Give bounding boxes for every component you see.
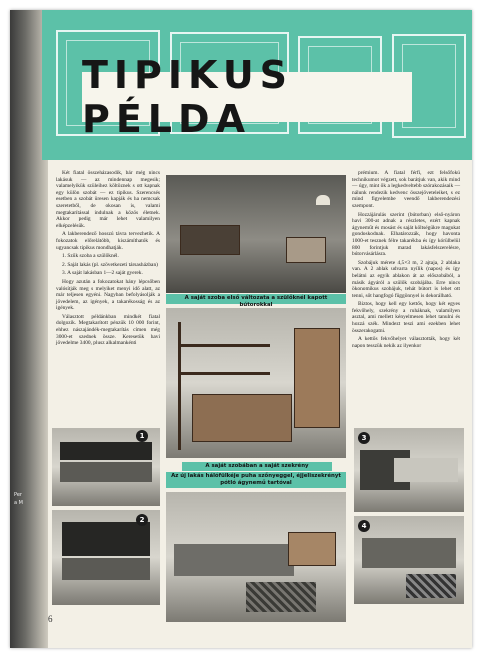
sofa-furniture bbox=[180, 225, 240, 255]
shelf-post bbox=[178, 322, 181, 450]
couch-back bbox=[62, 522, 150, 556]
paragraph: Hozzájárulás szerint (bútorban) első-nyáron havi 300-at adnak a részletes, ezért kapnak ágyneműt és mosást és saját költségükre magukat gondoskodnak. Elhatározzák, hogy havonta 1000-et tesznek félre takarékba és így kórülbelül 800 forintjuk marad lakásfelszerelésre, bútorvásárlásra. bbox=[352, 211, 460, 258]
photo-number-badge: 3 bbox=[358, 432, 370, 444]
right-text-column bbox=[352, 170, 460, 351]
shelf-board bbox=[178, 372, 270, 375]
bedside-cabinet bbox=[288, 532, 336, 566]
caption-photo-top: A saját szoba első változata a szülőknél kapott bútorokkal bbox=[166, 294, 346, 304]
photo-number-badge: 2 bbox=[136, 514, 148, 526]
photo-wardrobe bbox=[166, 308, 346, 458]
paragraph: 3. A saját lakásban 1—2 saját gyerek. bbox=[62, 270, 143, 277]
title-banner bbox=[42, 10, 472, 160]
couch-seat bbox=[60, 462, 152, 482]
paragraph: Szobájuk mérete 4,5×3 m, 2 ajtaja, 2 ablaka van. A 2 ablak udvarra nyílik (napos) és így belátni az egyik ablakon át az előszobából, a másik ágyáról a szülők szobájába. Erre nincs ökonomikus szobájuk, tehát bútort is lehet ott tenni, sőt hangfogó függönnyel is dekorálható. bbox=[352, 259, 460, 299]
shelf-board bbox=[178, 344, 270, 347]
couch-back bbox=[60, 442, 152, 460]
paragraph: Két fiatal összeházasodik, bár még nincs lakásuk — az mindennap megesik; valamelyikük szüleihez költöznek s ott kapnak egy külön szobát — ez tipikus. Szerencsés esetben a szobát üresen kapják és ha nemcsak szeretetből, de okosan is, valami megtakarítással indulnak a közös életnek. Akkor pedig már lehet valamilyen elképzelésük. bbox=[56, 170, 160, 229]
paragraph: A lakberendező hosszú távra tervezhetik. A fokozatok előrelátóbb, kiszámíthatók és ugyancsak tipikus mondhatják. bbox=[56, 231, 160, 251]
paragraph: Hogy azután a fokozatokat hány lépcsőben valósítják meg s melyiket menyi idő alatt, az már teljesen egyéni. Nagyban befolyásolják a jövedelem, az igények, a takarékosság és az igények. bbox=[56, 278, 160, 312]
caption-photo-mid: A saját szobában a saját szekrény bbox=[182, 462, 332, 471]
title-box bbox=[82, 53, 412, 141]
photo-bed-4 bbox=[354, 516, 464, 604]
magazine-page bbox=[10, 10, 472, 648]
paragraph: A kettős fekvőhelyet választották, hogy két napon tesszük nekik az ilyenkor bbox=[352, 336, 460, 349]
photo-room-first-version bbox=[166, 175, 346, 293]
wardrobe bbox=[294, 328, 340, 428]
left-text-column bbox=[56, 170, 160, 349]
rug bbox=[246, 582, 316, 612]
paragraph: 2. Saját lakás (pl. szövetkezeti társasházban) bbox=[62, 261, 158, 268]
photo-number-badge: 4 bbox=[358, 520, 370, 532]
paragraph: 1. Szűk szoba a szülőknél. bbox=[62, 253, 119, 260]
table-furniture bbox=[286, 237, 326, 263]
page-title: TIPIKUS PÉLDA bbox=[82, 53, 294, 141]
lamp-shade bbox=[316, 195, 330, 205]
caption-photo-mid2: Az új lakás hálófülkéje puha szőnyeggel, éjjeliszekrényt pótló ágynemű tartóval bbox=[166, 472, 346, 488]
bed-mattress bbox=[394, 458, 458, 482]
side-fragment: a M bbox=[14, 500, 23, 506]
cabinet bbox=[192, 394, 292, 442]
paragraph: Választott példánkban mindkét fiatal dolgozik. Megtakarított pénzük 10 000 forint, ehhez nászajándék-megtakarítás címen még 3000-et szednek össze. Keresetük havi jövedelme 3400, plusz alkalmankénti bbox=[56, 313, 160, 347]
paragraph: prémium. A fiatal férfi, ezt felsőfokú technikumot végzett, sok barátjuk van, akik mind — úgy, mint ők a legkedveltebb szórakozásaik — nálunk rendezik kedvenc összejöveteleiket, s ez mind figyelembe veendő lakberendezési szempont. bbox=[352, 170, 460, 209]
bed-cover bbox=[362, 538, 456, 568]
couch-seat bbox=[62, 558, 150, 580]
rug bbox=[406, 574, 456, 598]
daybed bbox=[174, 544, 294, 576]
page-number: 6 bbox=[48, 614, 53, 624]
photo-sleeping-niche bbox=[166, 492, 346, 622]
paragraph: Biztos, hogy kell egy kettős, hogy két egyes fekvőhely, szekrény a ruháknak, valamilyen asztal, ami mellett kényelmesen lehet tanulni és hozzá szék. Mindezt teszi ami ezekben lehet összerakogatni. bbox=[352, 301, 460, 334]
photo-number-badge: 1 bbox=[136, 430, 148, 442]
photo-bed-3 bbox=[354, 428, 464, 512]
side-fragment: Per bbox=[14, 492, 22, 498]
